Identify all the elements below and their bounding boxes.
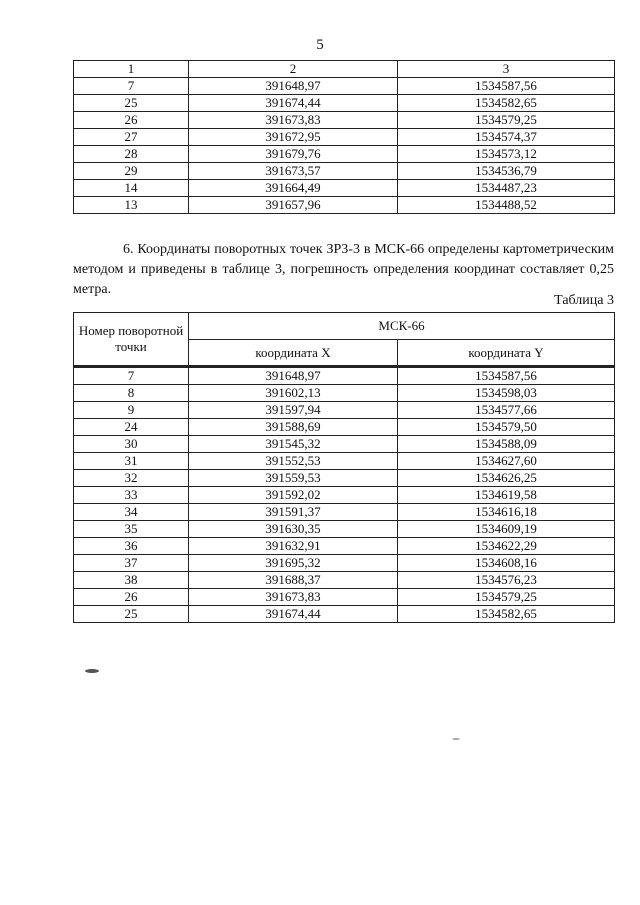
paragraph-text: 6. Координаты поворотных точек ЗР3-3 в МСК-66 определены картометрическим методом и приведены в таблице 3, погрешность определения координат составляет 0,25 метра. (73, 242, 614, 297)
coordinate-y-cell: 1534627,60 (398, 453, 615, 470)
coordinate-y-cell: 1534582,65 (398, 606, 615, 623)
coordinate-x-cell: 391674,44 (189, 95, 398, 112)
table-header-row (74, 61, 615, 78)
table-row (74, 197, 615, 214)
table-row (74, 112, 615, 129)
point-number-cell: 25 (74, 95, 189, 112)
table-row (74, 589, 615, 606)
point-number-cell: 35 (74, 521, 189, 538)
table-3-caption: Таблица 3 (554, 293, 614, 308)
point-number-cell: 31 (74, 453, 189, 470)
coordinate-x-cell: 391597,94 (189, 402, 398, 419)
coordinate-y-cell: 1534588,09 (398, 436, 615, 453)
table-row (74, 385, 615, 402)
scan-smudge (85, 669, 99, 673)
point-number-cell: 9 (74, 402, 189, 419)
point-number-cell: 8 (74, 385, 189, 402)
table-row (74, 368, 615, 385)
coordinate-x-cell: 391591,37 (189, 504, 398, 521)
point-number-cell: 36 (74, 538, 189, 555)
header-coordinate-y: координата Y (398, 340, 615, 367)
coordinate-x-cell: 391648,97 (189, 368, 398, 385)
coordinate-y-cell: 1534598,03 (398, 385, 615, 402)
point-number-cell: 38 (74, 572, 189, 589)
coordinate-x-cell: 391695,32 (189, 555, 398, 572)
table-row (74, 95, 615, 112)
table-row (74, 504, 615, 521)
coordinate-y-cell: 1534579,25 (398, 112, 615, 129)
table-row (74, 470, 615, 487)
coordinate-x-cell: 391657,96 (189, 197, 398, 214)
point-number-cell: 24 (74, 419, 189, 436)
column-number-2: 2 (189, 61, 398, 78)
coordinate-x-cell: 391672,95 (189, 129, 398, 146)
coordinate-x-cell: 391688,37 (189, 572, 398, 589)
coordinate-y-cell: 1534622,29 (398, 538, 615, 555)
coordinate-y-cell: 1534582,65 (398, 95, 615, 112)
header-point-number: Номер поворотной точки (74, 313, 189, 367)
page-number: 5 (316, 37, 324, 53)
table-row (74, 163, 615, 180)
coordinate-x-cell: 391664,49 (189, 180, 398, 197)
table-row (74, 572, 615, 589)
coordinate-y-cell: 1534619,58 (398, 487, 615, 504)
coordinate-y-cell: 1534579,25 (398, 589, 615, 606)
point-number-cell: 14 (74, 180, 189, 197)
coordinate-x-cell: 391588,69 (189, 419, 398, 436)
table-row (74, 402, 615, 419)
table-row (74, 606, 615, 623)
coordinate-y-cell: 1534579,50 (398, 419, 615, 436)
coordinate-y-cell: 1534536,79 (398, 163, 615, 180)
point-number-cell: 34 (74, 504, 189, 521)
coordinate-x-cell: 391679,76 (189, 146, 398, 163)
point-number-cell: 26 (74, 589, 189, 606)
point-number-cell: 32 (74, 470, 189, 487)
coordinates-table-continued (73, 60, 615, 214)
coordinate-y-cell: 1534616,18 (398, 504, 615, 521)
coordinate-x-cell: 391673,83 (189, 589, 398, 606)
coordinate-y-cell: 1534587,56 (398, 78, 615, 95)
coordinate-x-cell: 391545,32 (189, 436, 398, 453)
coordinate-x-cell: 391632,91 (189, 538, 398, 555)
coordinate-x-cell: 391673,83 (189, 112, 398, 129)
column-number-3: 3 (398, 61, 615, 78)
coordinate-y-cell: 1534576,23 (398, 572, 615, 589)
point-number-cell: 7 (74, 368, 189, 385)
coordinate-y-cell: 1534487,23 (398, 180, 615, 197)
table-row (74, 555, 615, 572)
table-row (74, 419, 615, 436)
coordinate-y-cell: 1534577,66 (398, 402, 615, 419)
table-row (74, 436, 615, 453)
header-coordinate-x: координата X (189, 340, 398, 367)
point-number-cell: 33 (74, 487, 189, 504)
coordinate-x-cell: 391552,53 (189, 453, 398, 470)
column-number-1: 1 (74, 61, 189, 78)
coordinate-y-cell: 1534608,16 (398, 555, 615, 572)
table-row (74, 129, 615, 146)
table-row (74, 78, 615, 95)
point-number-cell: 29 (74, 163, 189, 180)
coordinate-x-cell: 391673,57 (189, 163, 398, 180)
coordinate-y-cell: 1534626,25 (398, 470, 615, 487)
coordinate-x-cell: 391648,97 (189, 78, 398, 95)
point-number-cell: 26 (74, 112, 189, 129)
coordinate-x-cell: 391602,13 (189, 385, 398, 402)
coordinate-x-cell: 391592,02 (189, 487, 398, 504)
coordinate-x-cell: 391559,53 (189, 470, 398, 487)
table-row (74, 146, 615, 163)
table-row (74, 453, 615, 470)
coordinate-x-cell: 391674,44 (189, 606, 398, 623)
table-row (74, 521, 615, 538)
coordinate-y-cell: 1534573,12 (398, 146, 615, 163)
coordinate-x-cell: 391630,35 (189, 521, 398, 538)
point-number-cell: 13 (74, 197, 189, 214)
coordinate-y-cell: 1534488,52 (398, 197, 615, 214)
point-number-cell: 30 (74, 436, 189, 453)
coordinates-table-3 (73, 312, 615, 623)
header-coordinate-system: МСК-66 (189, 313, 615, 340)
point-number-cell: 25 (74, 606, 189, 623)
scan-smudge (452, 738, 460, 740)
paragraph-6 (73, 240, 614, 300)
coordinate-y-cell: 1534574,37 (398, 129, 615, 146)
table-row (74, 538, 615, 555)
point-number-cell: 27 (74, 129, 189, 146)
point-number-cell: 7 (74, 78, 189, 95)
point-number-cell: 37 (74, 555, 189, 572)
table-row (74, 180, 615, 197)
coordinate-y-cell: 1534609,19 (398, 521, 615, 538)
point-number-cell: 28 (74, 146, 189, 163)
table-row (74, 487, 615, 504)
coordinate-y-cell: 1534587,56 (398, 368, 615, 385)
